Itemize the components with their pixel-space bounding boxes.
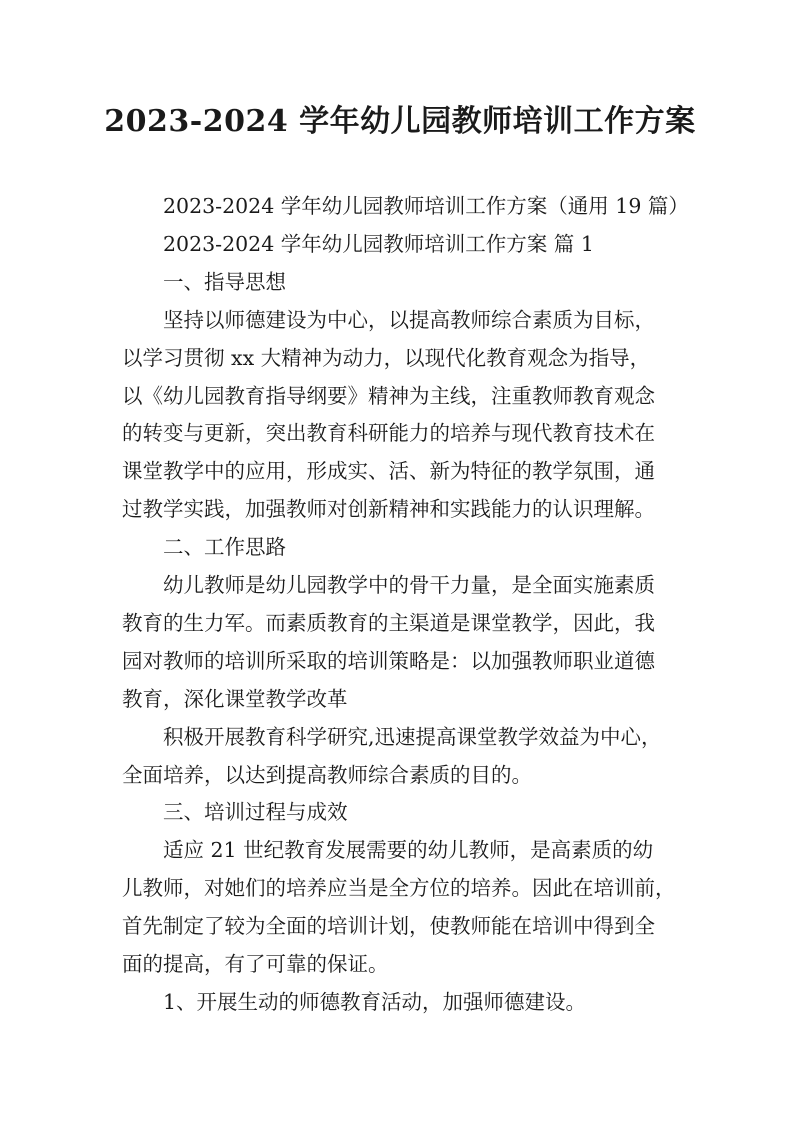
paragraph-line: 面的提高，有了可靠的保证。 (122, 952, 389, 976)
paragraph-line: 园对教师的培训所采取的培训策略是：以加强教师职业道德 (122, 649, 655, 673)
paragraph-line: 以学习贯彻 xx 大精神为动力，以现代化教育观念为指导， (122, 346, 651, 370)
paragraph-line: 教育的生力军。而素质教育的主渠道是课堂教学，因此，我 (122, 611, 655, 635)
heading-training-process: 三、培训过程与成效 (163, 800, 348, 824)
paragraph-line: 儿教师，对她们的培养应当是全方位的培养。因此在培训前， (122, 876, 676, 900)
heading-work-approach: 二、工作思路 (163, 535, 286, 559)
paragraph-line: 教育，深化课堂教学改革 (122, 687, 348, 711)
paragraph-line: 课堂教学中的应用，形成实、活、新为特征的教学氛围，通 (122, 459, 655, 483)
paragraph-line: 坚持以师德建设为中心，以提高教师综合素质为目标， (163, 308, 655, 332)
paragraph-line: 以《幼儿园教育指导纲要》精神为主线，注重教师教育观念 (122, 384, 655, 408)
section-heading: 2023-2024 学年幼儿园教师培训工作方案 篇 1 (163, 232, 594, 256)
paragraph-line: 首先制定了较为全面的培训计划，使教师能在培训中得到全 (122, 914, 655, 938)
paragraph-line: 全面培养，以达到提高教师综合素质的目的。 (122, 763, 532, 787)
heading-guiding-ideology: 一、指导思想 (163, 270, 286, 294)
paragraph-line: 积极开展教育科学研究,迅速提高课堂教学效益为中心， (163, 725, 662, 749)
paragraph-line: 过教学实践，加强教师对创新精神和实践能力的认识理解。 (122, 497, 655, 521)
list-item: 1、开展生动的师德教育活动，加强师德建设。 (163, 990, 587, 1014)
subtitle-line: 2023-2024 学年幼儿园教师培训工作方案（通用 19 篇） (163, 194, 689, 218)
document-title: 2023-2024 学年幼儿园教师培训工作方案 (104, 104, 696, 139)
paragraph-line: 幼儿教师是幼儿园教学中的骨干力量，是全面实施素质 (163, 573, 655, 597)
paragraph-line: 适应 21 世纪教育发展需要的幼儿教师，是高素质的幼 (163, 838, 654, 862)
paragraph-line: 的转变与更新，突出教育科研能力的培养与现代教育技术在 (122, 421, 655, 445)
